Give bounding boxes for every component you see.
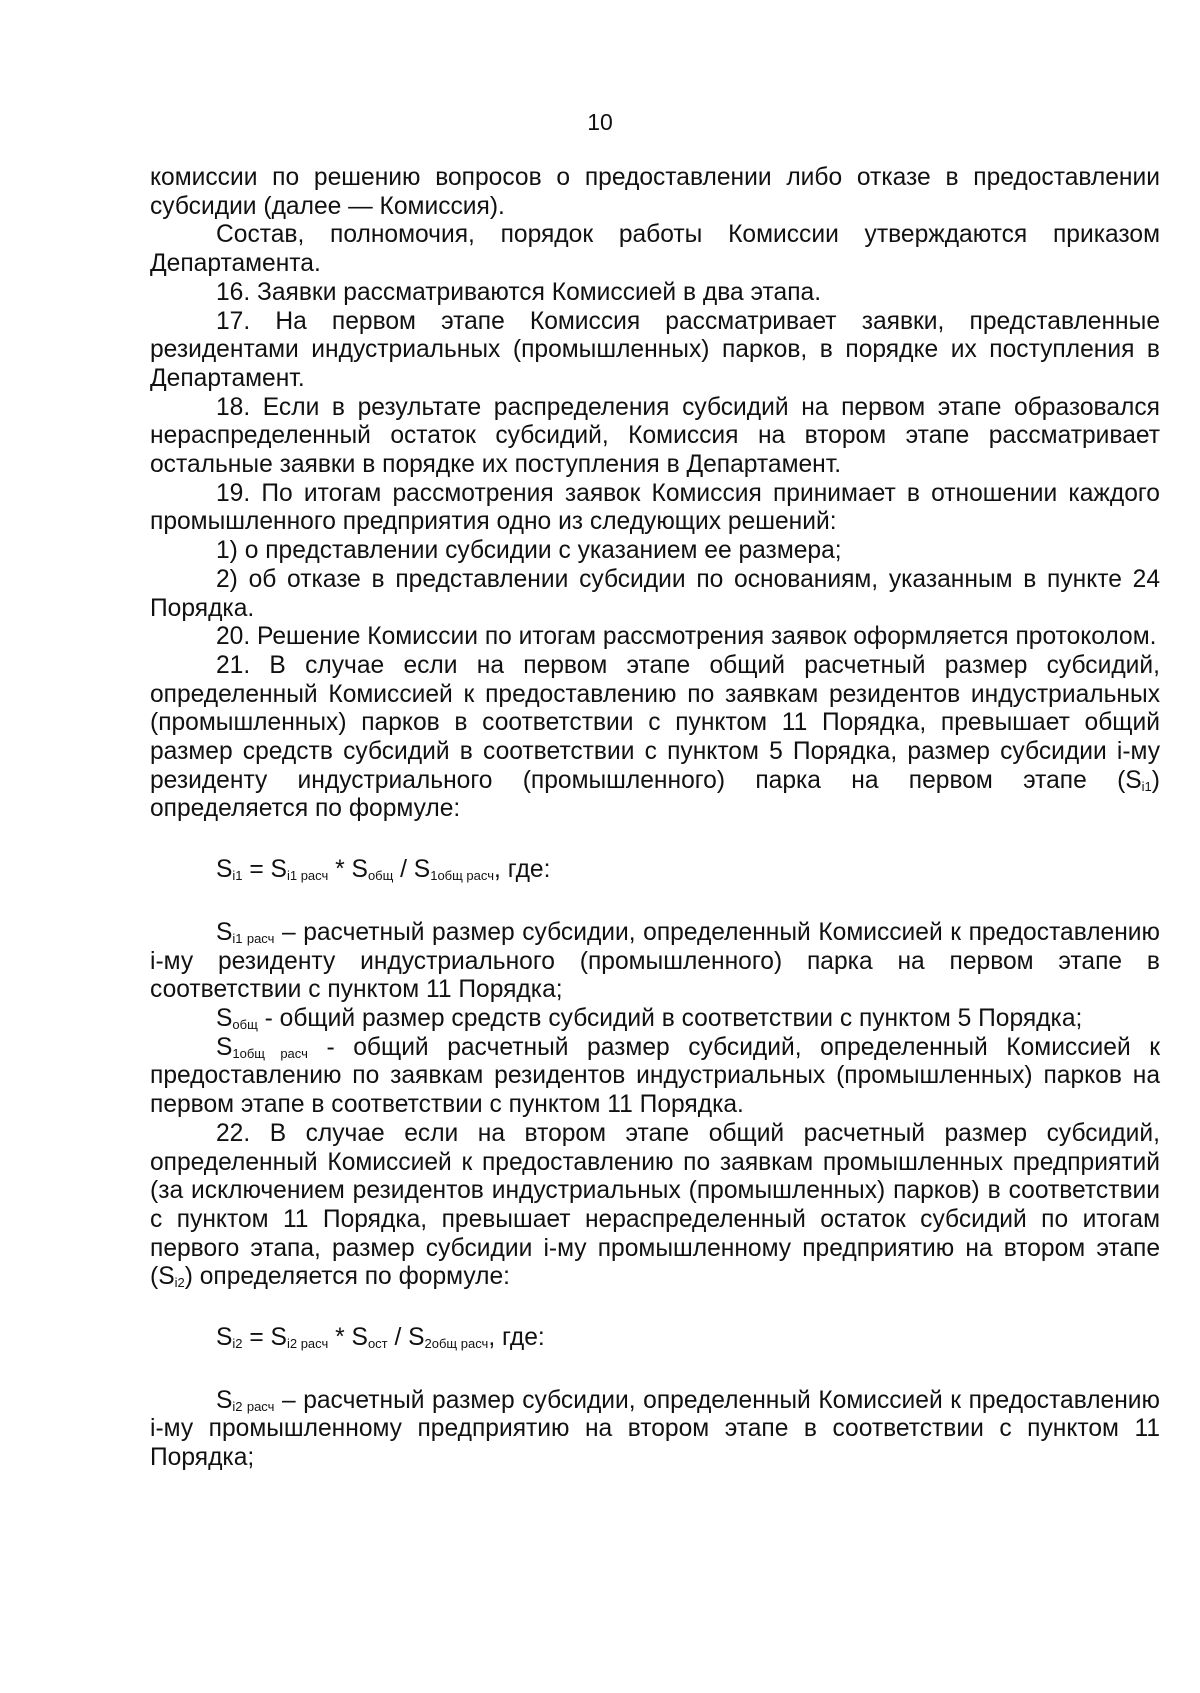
text-run: – расчетный размер субсидии, определенный Комиссией к предоставлению i-му резиденту индустриального (промышленного) парка на первом этапе в соответствии с пунктом 11 Порядка; (150, 918, 1160, 1004)
text-run: ) определяется по формуле: (184, 1263, 510, 1291)
subscript: общ (232, 1016, 258, 1032)
text-run: - общий размер средств субсидий в соответствии с пунктом 5 Порядка; (257, 1004, 1083, 1032)
subscript: 2общ расч (424, 1336, 489, 1352)
text-run: ) определяется по формуле: (150, 766, 1160, 823)
paragraph (150, 623, 1160, 652)
paragraph (150, 164, 1160, 221)
subscript: 1общ расч (232, 1045, 308, 1061)
text-run: 1) о представлении субсидии с указанием ее размера; (216, 537, 842, 565)
paragraph (150, 1120, 1160, 1292)
text-run: 20. Решение Комиссии по итогам рассмотрения заявок оформляется протоколом. (216, 623, 1157, 651)
subscript: i2 (232, 1336, 243, 1352)
text-run: S (216, 1004, 233, 1032)
text-run: * S (328, 1324, 368, 1352)
text-run: - общий расчетный размер субсидий, определенный Комиссией к предоставлению по заявкам резидентов индустриальных (промышленных) парков на первом этапе в соответствии с пунктом 11 Порядка. (150, 1033, 1160, 1119)
subscript: i1 расч (286, 868, 329, 884)
text-run: комиссии по решению вопросов о предоставлении либо отказе в предоставлении субсидии (далее — Комиссия). (150, 164, 1160, 220)
paragraph (150, 279, 1160, 308)
formula (150, 856, 1160, 885)
subscript: ост (367, 1336, 388, 1352)
text-run: S (216, 1386, 233, 1414)
subscript: i1 (232, 868, 243, 884)
paragraph (150, 221, 1160, 278)
text-run: * S (328, 856, 368, 884)
text-run: 21. В случае если на первом этапе общий расчетный размер субсидий, определенный Комиссией к предоставлению по заявкам резидентов индустриальных (промышленных) парков в соответствии с пунктом 11 Порядка, превышает общий размер средств субсидий в соответствии с пунктом 5 Порядка, размер субсидии i-му резиденту индустриального (промышленного) парка на первом этапе ( (150, 651, 1160, 794)
text-run: 19. По итогам рассмотрения заявок Комиссия принимает в отношении каждого промышленного предприятия одно из следующих решений: (150, 479, 1160, 536)
subscript: i2 расч (286, 1336, 329, 1352)
text-run: 17. На первом этапе Комиссия рассматривает заявки, представленные резидентами индустриальных (промышленных) парков, в порядке их поступления в Департамент. (150, 307, 1160, 392)
text-run: = S (242, 856, 287, 884)
text-run: 16. Заявки рассматриваются Комиссией в два этапа. (216, 278, 822, 306)
paragraph (150, 919, 1160, 1005)
subscript: i1 расч (232, 930, 275, 946)
paragraph (150, 1034, 1160, 1120)
paragraph (150, 537, 1160, 566)
text-run: – расчетный размер субсидии, определенный Комиссией к предоставлению i-му промышленному предприятию на втором этапе в соответствии с пунктом 11 Порядка; (150, 1386, 1160, 1472)
subscript: общ (367, 868, 394, 884)
subscript: i2 расч (232, 1398, 275, 1414)
subscript: 1общ расч (430, 868, 495, 884)
text-run: / S (393, 856, 431, 884)
text-run: , где: (488, 1324, 545, 1352)
paragraph (150, 1005, 1160, 1034)
paragraph (150, 394, 1160, 480)
text-run: = S (242, 1324, 287, 1352)
text-run: S (1125, 766, 1142, 794)
paragraph (150, 308, 1160, 394)
formula (150, 1324, 1160, 1353)
subscript: i1 (1141, 778, 1152, 794)
paragraph (150, 652, 1160, 824)
text-run: S (216, 856, 233, 884)
text-run: / S (387, 1324, 425, 1352)
subscript: i2 (174, 1275, 185, 1291)
text-run: 22. В случае если на втором этапе общий расчетный размер субсидий, определенный Комиссией к предоставлению по заявкам промышленных предприятий (за исключением резидентов индустриальных (промышленных) парков) в соответствии с пунктом 11 Порядка, превышает нераспределенный остаток субсидий по итогам первого этапа, размер субсидии i-му промышленному предприятию на втором этапе ( (150, 1119, 1160, 1291)
text-run: 18. Если в результате распределения субсидий на первом этапе образовался нераспределенный остаток субсидий, Комиссия на втором этапе рассматривает остальные заявки в порядке их поступления в Департамент. (150, 393, 1160, 479)
paragraph (150, 566, 1160, 623)
document-body (150, 164, 1160, 1473)
text-run: 2) об отказе в представлении субсидии по основаниям, указанным в пункте 24 Порядка. (150, 565, 1160, 622)
text-run: S (216, 918, 233, 946)
text-run: , где: (494, 856, 551, 884)
paragraph (150, 480, 1160, 537)
text-run: Состав, полномочия, порядок работы Комиссии утверждаются приказом Департамента. (150, 221, 1160, 278)
paragraph (150, 1387, 1160, 1473)
text-run: S (216, 1033, 233, 1061)
page-number: 10 (587, 109, 613, 135)
text-run: S (158, 1263, 175, 1291)
text-run: S (216, 1324, 233, 1352)
